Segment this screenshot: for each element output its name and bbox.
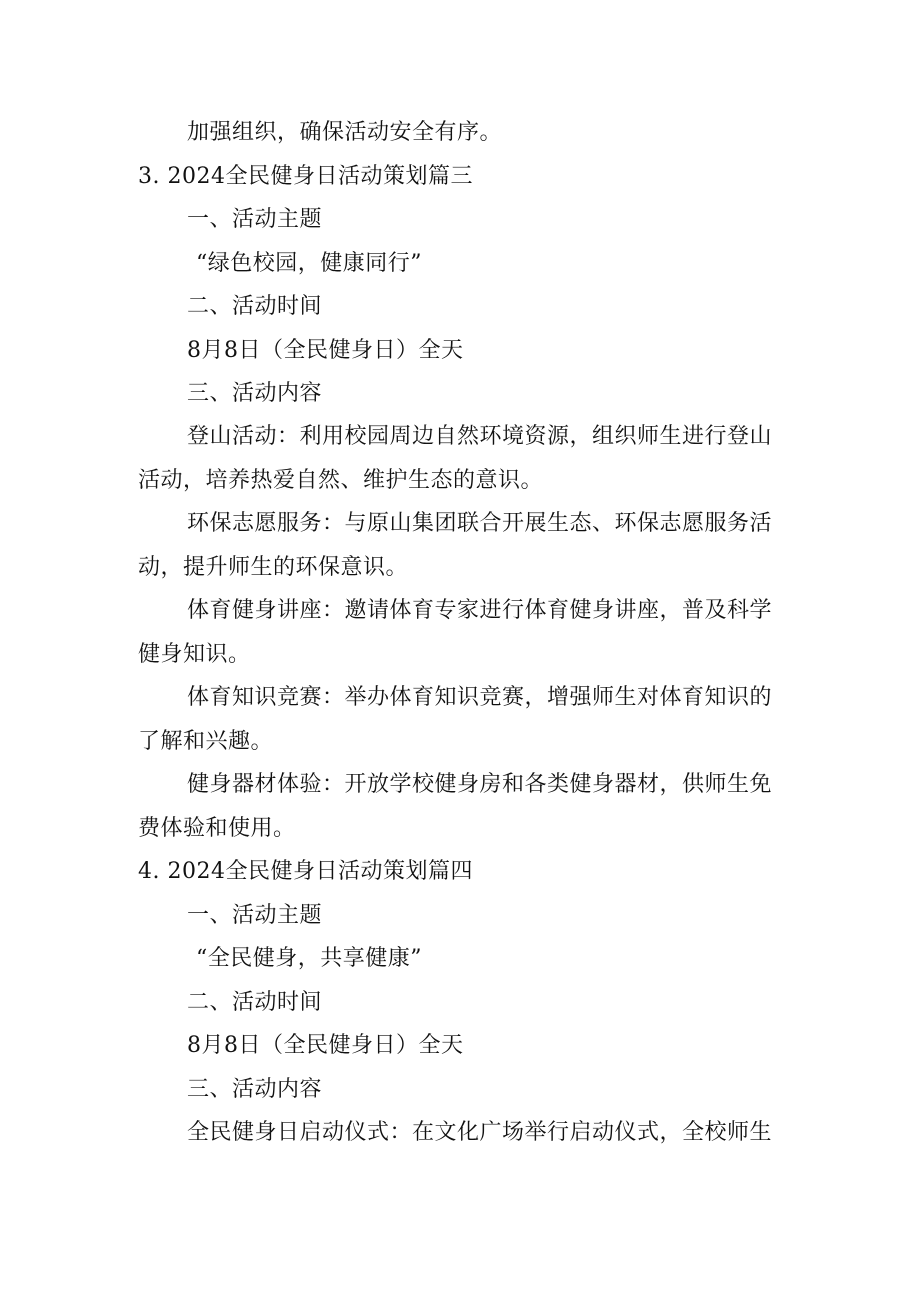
section-heading-3: 3. 2024全民健身日活动策划篇三 <box>138 164 473 189</box>
subheading-content: 三、活动内容 <box>187 1077 323 1102</box>
paragraph-line: 活动，培养热爱自然、维护生态的意识。 <box>138 468 544 493</box>
section-heading-4: 4. 2024全民健身日活动策划篇四 <box>138 859 473 884</box>
paragraph-line: 体育知识竞赛：举办体育知识竞赛，增强师生对体育知识的 <box>187 685 773 710</box>
paragraph-line: 了解和兴趣。 <box>138 729 274 754</box>
theme-quote: “绿色校园，健康同行” <box>196 251 422 276</box>
subheading-time: 二、活动时间 <box>187 990 323 1015</box>
paragraph-line: 健身器材体验：开放学校健身房和各类健身器材，供师生免 <box>187 772 773 797</box>
paragraph-line: 体育健身讲座：邀请体育专家进行体育健身讲座，普及科学 <box>187 598 773 623</box>
subheading-theme: 一、活动主题 <box>187 207 323 232</box>
subheading-time: 二、活动时间 <box>187 294 323 319</box>
subheading-theme: 一、活动主题 <box>187 903 323 928</box>
time-value: 8月8日（全民健身日）全天 <box>187 338 464 363</box>
subheading-content: 三、活动内容 <box>187 381 323 406</box>
paragraph-line: 动，提升师生的环保意识。 <box>138 555 409 580</box>
paragraph-line: 健身知识。 <box>138 642 251 667</box>
paragraph-line: 环保志愿服务：与原山集团联合开展生态、环保志愿服务活 <box>187 511 773 536</box>
paragraph-line: 加强组织，确保活动安全有序。 <box>187 120 503 145</box>
theme-quote: “全民健身，共享健康” <box>196 946 422 971</box>
paragraph-line: 登山活动：利用校园周边自然环境资源，组织师生进行登山 <box>187 424 773 449</box>
time-value: 8月8日（全民健身日）全天 <box>187 1033 464 1058</box>
paragraph-line: 费体验和使用。 <box>138 816 296 841</box>
paragraph-line: 全民健身日启动仪式：在文化广场举行启动仪式，全校师生 <box>187 1120 773 1145</box>
